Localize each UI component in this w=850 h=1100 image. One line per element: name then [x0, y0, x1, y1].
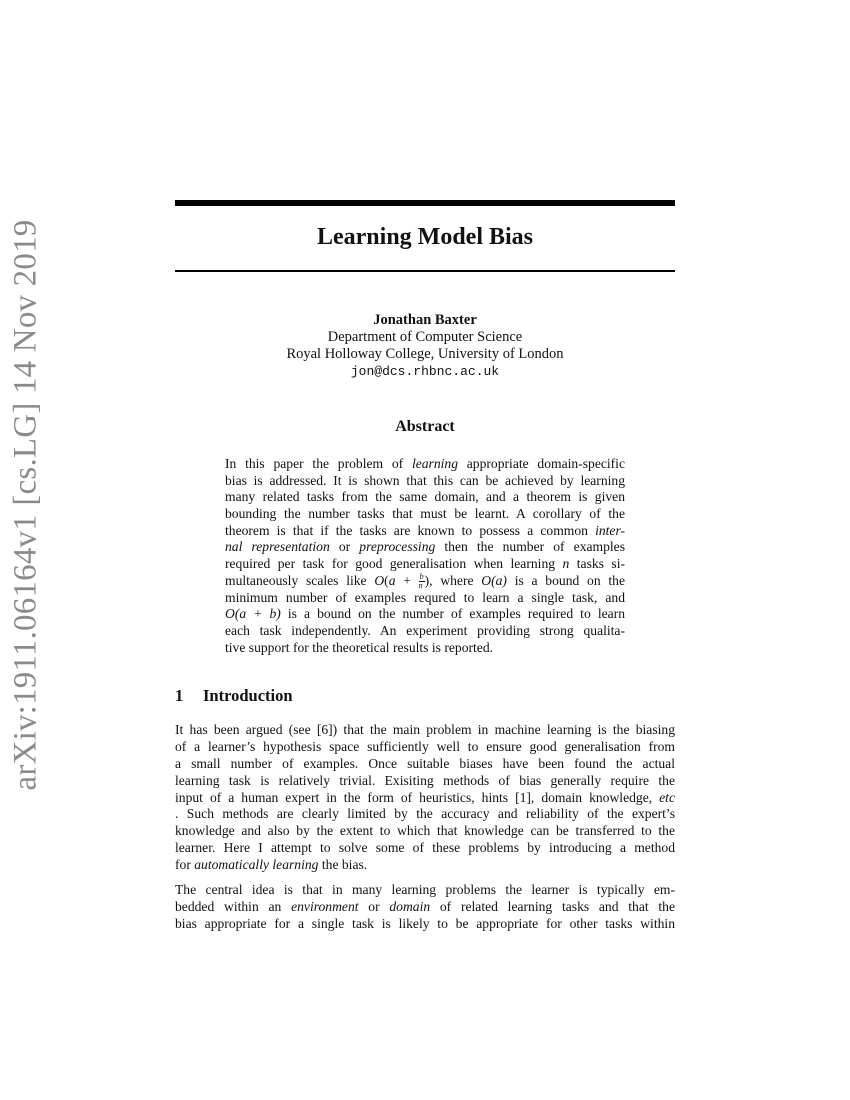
author-department: Department of Computer Science [327, 329, 523, 345]
fraction-b-over-n: $\frac{b}{n}$ [418, 572, 424, 591]
abstract-line: many related tasks from the same domain, and a theorem is given [225, 489, 625, 505]
abstract-body [225, 456, 625, 656]
author-name: Jonathan Baxter [373, 312, 477, 328]
abstract-line: theorem is that if the tasks are known to possess a common inter- [225, 522, 625, 538]
arxiv-identifier [4, 219, 48, 791]
intro-paragraph-1 [175, 722, 675, 874]
abstract-line: bounding the number tasks that must be learnt. A corollary of the [225, 506, 625, 522]
abstract-line: In this paper the problem of learning appropriate domain-specific [225, 456, 625, 471]
title-bottom-rule [175, 270, 675, 272]
author-institution: Royal Holloway College, University of London [286, 346, 564, 362]
paragraph-line: knowledge and also by the extent to which that knowledge can be transferred to the [175, 823, 675, 839]
section-title: Introduction [203, 686, 293, 705]
section-number: 1 [175, 686, 184, 705]
abstract-line: bias is addressed. It is shown that this can be achieved by learning [225, 472, 625, 488]
paragraph-line: for automatically learning the bias. [175, 857, 368, 873]
paragraph-line: . Such methods are clearly limited by the accuracy and reliability of the expert’s [175, 806, 675, 822]
intro-paragraph-2 [175, 882, 675, 933]
arxiv-identifier-text: arXiv:1911.06164v1 [cs.LG] 14 Nov 2019 [7, 219, 44, 791]
paragraph-line: input of a human expert in the form of heuristics, hints [1], domain knowledge, etc [175, 789, 675, 805]
paragraph-line: a small number of examples. Once suitable biases have been found the actual [175, 755, 675, 771]
abstract-line: minimum number of examples requred to learn a single task, and [225, 589, 625, 605]
paragraph-line: It has been argued (see [6]) that the main problem in machine learning is the biasing [175, 722, 675, 737]
paragraph-line: The central idea is that in many learning problems the learner is typically em- [175, 882, 675, 897]
abstract-line: tive support for the theoretical results is reported. [225, 639, 494, 655]
abstract-line: required per task for good generalisation when learning n tasks si- [225, 556, 625, 572]
paragraph-line: learner. Here I attempt to solve some of these problems by introducing a method [175, 840, 675, 856]
abstract-line: nal representation or preprocessing then the number of examples [225, 539, 625, 555]
paragraph-line: learning task is relatively trivial. Exisiting methods of bias generally require the [175, 772, 675, 788]
paragraph-line: bias appropriate for a single task is likely to be appropriate for other tasks within [175, 915, 675, 931]
paragraph-line: of a learner’s hypothesis space sufficiently well to ensure good generalisation from [175, 738, 675, 754]
abstract-line: O(a + b) is a bound on the number of examples required to learn [225, 606, 625, 622]
section-heading-introduction [175, 686, 293, 706]
abstract-line: each task independently. An experiment providing strong qualita- [225, 622, 625, 638]
author-block [175, 312, 675, 380]
abstract-heading: Abstract [395, 418, 455, 435]
paper-title: Learning Model Bias [316, 224, 533, 250]
author-email: jon@dcs.rhbnc.ac.uk [350, 364, 500, 379]
paragraph-line: bedded within an environment or domain of related learning tasks and that the [175, 898, 676, 914]
abstract-line: multaneously scales like O(a + $\frac{b}{n}$ ), where O(a) is a bound on the [225, 572, 625, 591]
title-top-rule [175, 200, 675, 206]
